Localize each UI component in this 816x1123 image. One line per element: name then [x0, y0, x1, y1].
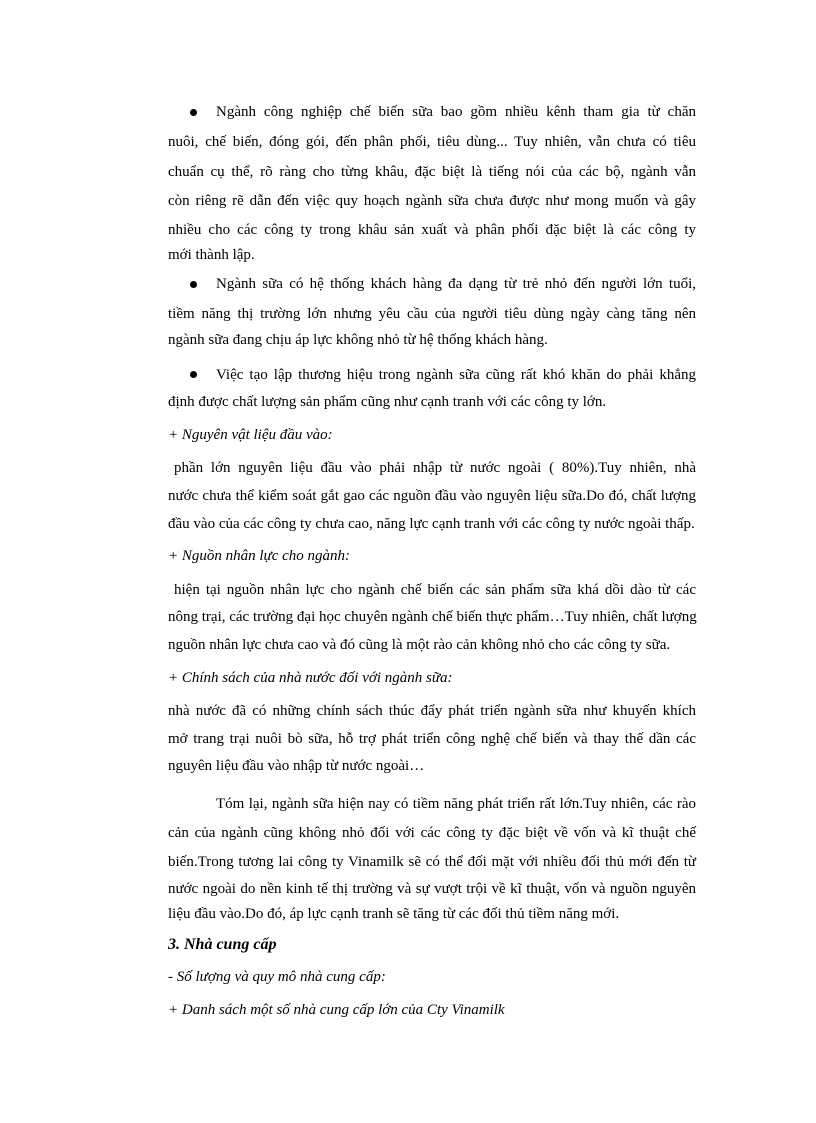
- bullet-2-line-2: tiềm năng thị trường lớn nhưng yêu cầu của người tiêu dùng ngày càng tăng nên: [168, 306, 696, 322]
- summary-line-5: liệu đầu vào.Do đó, áp lực cạnh tranh sẽ tăng từ các đối thủ tiềm năng mới.: [168, 906, 620, 922]
- raw-materials-line-1: phần lớn nguyên liệu đầu vào phải nhập từ nước ngoài ( 80%).Tuy nhiên, nhà: [174, 460, 696, 476]
- suppliers-list-heading: + Danh sách một số nhà cung cấp lớn của Cty Vinamilk: [168, 1002, 505, 1018]
- bullet-3-line-2: định được chất lượng sản phẩm cũng như cạnh tranh với các công ty lớn.: [168, 394, 607, 410]
- summary-line-4: nước ngoài do nền kinh tế thị trường và sự vượt trội về kĩ thuật, vốn và nguồn nguyên: [168, 881, 696, 897]
- bullet-1-line-5: nhiều cho các công ty trong khâu sản xuất và phân phối đặc biệt là các công ty: [168, 222, 696, 238]
- human-resources-heading: + Nguồn nhân lực cho ngành:: [168, 548, 351, 564]
- bullet-2-line-3: ngành sữa đang chịu áp lực không nhỏ từ hệ thống khách hàng.: [168, 332, 548, 348]
- raw-materials-heading: + Nguyên vật liệu đầu vào:: [168, 427, 333, 443]
- bullet-1-line-1: Ngành công nghiệp chế biến sữa bao gồm nhiều kênh tham gia từ chăn: [216, 104, 696, 120]
- human-resources-line-3: nguồn nhân lực chưa cao và đó cũng là một rào cản không nhỏ cho các công ty sữa.: [168, 637, 671, 653]
- summary-line-2: cản của ngành cũng không nhỏ đối với các công ty đặc biệt về vốn và kĩ thuật chế: [168, 825, 696, 841]
- bullet-3-line-1: Việc tạo lập thương hiệu trong ngành sữa cũng rất khó khăn do phải khẳng: [216, 367, 696, 383]
- bullet-2-line-1: Ngành sữa có hệ thống khách hàng đa dạng từ trẻ nhỏ đến người lớn tuổi,: [216, 276, 696, 292]
- policy-line-2: mở trang trại nuôi bò sữa, hỗ trợ phát triển công nghệ chế biến và thay thế dần các: [168, 731, 696, 747]
- suppliers-heading: 3. Nhà cung cấp: [168, 936, 277, 953]
- bullet-1-line-3: chuẩn cụ thể, rõ ràng cho từng khâu, đặc biệt là tiếng nói của các bộ, ngành vẫn: [168, 164, 696, 180]
- bullet-dot-icon: [190, 109, 197, 116]
- policy-line-1: nhà nước đã có những chính sách thúc đẩy phát triển ngành sữa như khuyến khích: [168, 703, 696, 719]
- summary-line-3: biến.Trong tương lai công ty Vinamilk sẽ có thể đối mặt với nhiều đối thủ mới đến từ: [168, 854, 696, 870]
- summary-line-1: Tóm lại, ngành sữa hiện nay có tiềm năng phát triển rất lớn.Tuy nhiên, các rào: [216, 796, 696, 812]
- human-resources-line-2: nông trại, các trường đại học chuyên ngành chế biến thực phẩm…Tuy nhiên, chất lượng: [168, 609, 697, 625]
- bullet-dot-icon: [190, 281, 197, 288]
- policy-line-3: nguyên liệu đầu vào nhập từ nước ngoài…: [168, 758, 425, 774]
- raw-materials-line-3: đầu vào của các công ty chưa cao, năng lực cạnh tranh với các công ty nước ngoài thấp.: [168, 516, 695, 532]
- bullet-1-line-2: nuôi, chế biến, đóng gói, đến phân phối, tiêu dùng... Tuy nhiên, vẫn chưa có tiêu: [168, 134, 696, 150]
- suppliers-subheading: - Số lượng và quy mô nhà cung cấp:: [168, 969, 386, 985]
- bullet-1-line-4: còn riêng rẽ dẫn đến việc quy hoạch ngành sữa chưa được như mong muốn và gây: [168, 193, 696, 209]
- human-resources-line-1: hiện tại nguồn nhân lực cho ngành chế biến các sản phẩm sữa khá dồi dào từ các: [174, 582, 696, 598]
- bullet-dot-icon: [190, 371, 197, 378]
- policy-heading: + Chính sách của nhà nước đối với ngành sữa:: [168, 670, 453, 686]
- bullet-1-line-6: mới thành lập.: [168, 247, 255, 263]
- raw-materials-line-2: nước chưa thể kiểm soát gắt gao các nguồn đầu vào nguyên liệu sữa.Do đó, chất lượng: [168, 488, 696, 504]
